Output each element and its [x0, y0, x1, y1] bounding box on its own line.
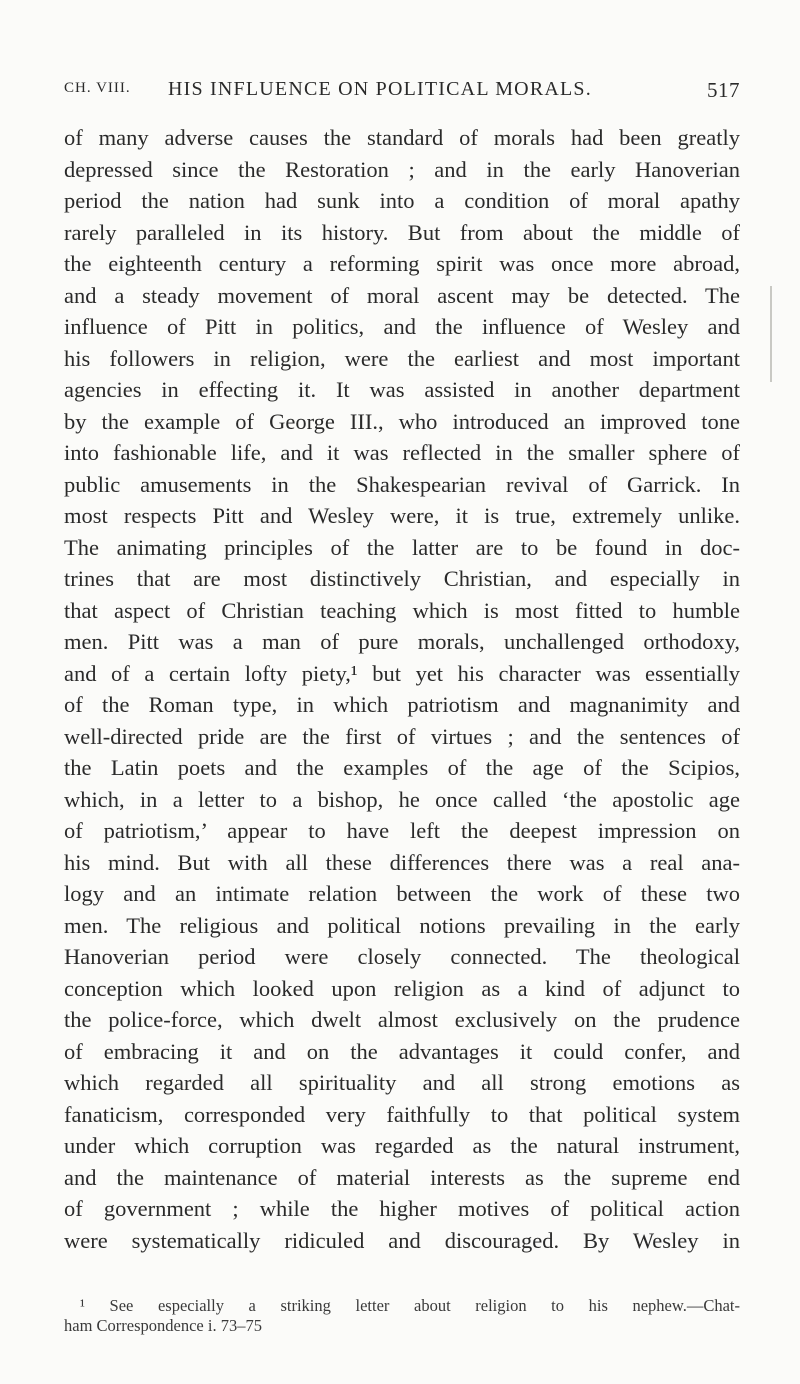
- text-line: by the example of George III., who introduced an improved tone: [64, 408, 740, 434]
- text-line: into fashionable life, and it was reflected in the smaller sphere of: [64, 440, 740, 465]
- text-line: The animating principles of the latter are to be found in doc-: [64, 534, 740, 560]
- text-line: of patriotism,’ appear to have left the deepest impression on: [64, 818, 740, 843]
- text-line: men. The religious and political notions prevailing in the early: [64, 912, 740, 938]
- text-line: of government ; while the higher motives of political action: [64, 1196, 740, 1221]
- text-line: of many adverse causes the standard of morals had been greatly: [64, 125, 740, 150]
- text-line: his followers in religion, were the earliest and most important: [64, 345, 740, 371]
- text-line: Hanoverian period were closely connected. The theological: [64, 944, 740, 969]
- footnote-line: ¹ See especially a striking letter about religion to his nephew.—Chat-: [80, 1296, 740, 1315]
- text-line: logy and an intimate relation between the work of these two: [64, 881, 740, 906]
- text-line: rarely paralleled in its history. But from about the middle of: [64, 219, 740, 245]
- text-line: that aspect of Christian teaching which is most fitted to humble: [64, 597, 740, 623]
- text-line: under which corruption was regarded as the natural instrument,: [64, 1133, 740, 1158]
- text-line: and the maintenance of material interests as the supreme end: [64, 1164, 740, 1190]
- text-line: which, in a letter to a bishop, he once called ‘the apostolic age: [64, 786, 740, 812]
- text-line: his mind. But with all these differences there was a real ana-: [64, 849, 740, 875]
- text-line: and a steady movement of moral ascent may be detected. The: [64, 282, 740, 308]
- text-line: of embracing it and on the advantages it could confer, and: [64, 1038, 740, 1064]
- page-number: 517: [707, 78, 740, 102]
- footnote-line: ham Correspondence i. 73–75: [64, 1316, 262, 1335]
- text-line: period the nation had sunk into a condition of moral apathy: [64, 188, 740, 213]
- text-line: and of a certain lofty piety,¹ but yet his character was essentially: [64, 660, 740, 686]
- body-text: [64, 122, 740, 1256]
- text-line: the Latin poets and the examples of the age of the Scipios,: [64, 755, 740, 780]
- text-line: well-directed pride are the first of virtues ; and the sentences of: [64, 723, 740, 749]
- text-line: which regarded all spirituality and all strong emotions as: [64, 1070, 740, 1095]
- margin-mark: [770, 286, 772, 382]
- text-line: the police-force, which dwelt almost exclusively on the prudence: [64, 1007, 740, 1032]
- text-line: depressed since the Restoration ; and in the early Hanoverian: [64, 156, 740, 182]
- text-line: agencies in effecting it. It was assisted in another department: [64, 377, 740, 402]
- text-line: were systematically ridiculed and discouraged. By Wesley in: [64, 1227, 740, 1253]
- text-line: the eighteenth century a reforming spirit was once more abroad,: [64, 251, 740, 276]
- chapter-label: CH. VIII.: [64, 80, 131, 96]
- text-line: influence of Pitt in politics, and the influence of Wesley and: [64, 314, 740, 339]
- footnote: [64, 1296, 740, 1336]
- text-line: men. Pitt was a man of pure morals, unchallenged orthodoxy,: [64, 629, 740, 654]
- text-line: of the Roman type, in which patriotism and magnanimity and: [64, 692, 740, 717]
- text-line: most respects Pitt and Wesley were, it is true, extremely unlike.: [64, 503, 740, 528]
- text-line: conception which looked upon religion as a kind of adjunct to: [64, 975, 740, 1001]
- running-head: [64, 78, 740, 108]
- text-line: public amusements in the Shakespearian revival of Garrick. In: [64, 471, 740, 497]
- running-title: HIS INFLUENCE ON POLITICAL MORALS.: [168, 78, 592, 100]
- text-line: trines that are most distinctively Christian, and especially in: [64, 566, 740, 591]
- text-line: fanaticism, corresponded very faithfully to that political system: [64, 1101, 740, 1127]
